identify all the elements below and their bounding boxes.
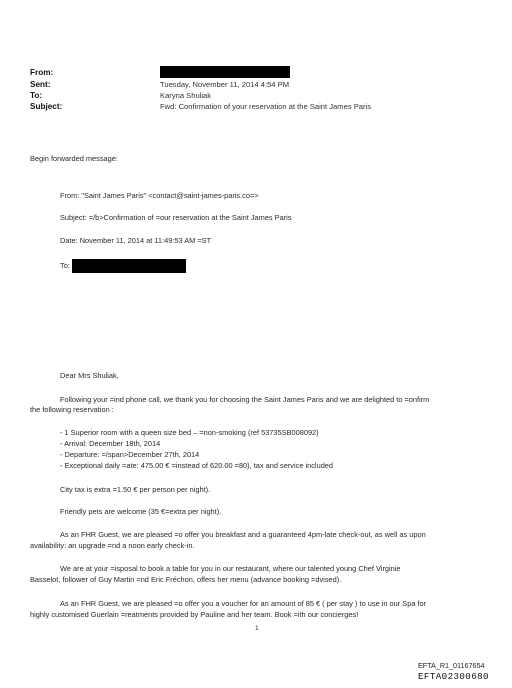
list-item: - Arrival: December 18th, 2014 <box>60 439 161 448</box>
fhr-para1-line2: availability: an upgrade =nd a noon early check-in. <box>30 541 195 550</box>
pets-note: Friendly pets are welcome (35 €=extra per night). <box>60 507 222 516</box>
forwarded-from: From: "Saint James Paris" <contact@saint-james-paris.co=> <box>60 191 259 200</box>
fhr-para2-line1: As an FHR Guest, we are pleased =o offer you a voucher for an amount of 85 € ( per stay ) to use in our Spa for <box>60 599 427 608</box>
restaurant-para-line1: We are at your =isposal to book a table for you in our restaurant, where our talented young Chef Virginie <box>60 564 401 573</box>
sent-label: Sent: <box>30 80 51 89</box>
greeting: Dear Mrs Shuliak, <box>60 371 119 380</box>
list-item: - Exceptional daily =ate: 475.00 € =instead of 620.00 =80), tax and service included <box>60 461 334 470</box>
forwarded-subject: Subject: =/b>Confirmation of =our reservation at the Saint James Paris <box>60 213 292 222</box>
fhr-para1-line1: As an FHR Guest, we are pleased =o offer you breakfast and a guaranteed 4pm-late check-out, as well as upon <box>60 530 426 539</box>
forwarded-intro: Begin forwarded message: <box>30 154 118 163</box>
para1-line2: the following reservation : <box>30 405 114 414</box>
footer-ref-large: EFTA02300680 <box>418 671 489 682</box>
restaurant-para-line2: Basselot, follower of Guy Martin =nd Eric Fréchon, offers her menu (advance booking =dvised). <box>30 575 342 584</box>
forwarded-date: Date: November 11, 2014 at 11:49:53 AM =ST <box>60 236 212 245</box>
subject-label: Subject: <box>30 102 63 111</box>
page-number: 1 <box>255 625 259 632</box>
to-label: To: <box>30 91 43 100</box>
sent-value: Tuesday, November 11, 2014 4:54 PM <box>160 80 290 89</box>
to-value: Karyna Shuliak <box>160 91 212 100</box>
para1-line1: Following your =ind phone call, we thank you for choosing the Saint James Paris and we are delighted to =onfirm <box>60 395 430 404</box>
from-label: From: <box>30 68 54 77</box>
city-tax-note: City tax is extra =1.50 € per person per night). <box>60 485 211 494</box>
subject-value: Fwd: Confirmation of your reservation at the Saint James Paris <box>160 102 372 111</box>
fhr-para2-line2: highly customised Guerlain =reatments provided by Pauline and her team. Book =ith our concierges! <box>30 610 359 619</box>
footer-ref-small: EFTA_R1_01167654 <box>418 661 485 670</box>
list-item: - 1 Superior room with a queen size bed – =non-smoking (ref 53735SB008092) <box>60 428 319 437</box>
forwarded-to-label: To: <box>60 261 70 270</box>
list-item: - Departure: =/span>December 27th, 2014 <box>60 450 200 459</box>
redacted-to <box>72 259 186 273</box>
redacted-from <box>160 66 290 78</box>
